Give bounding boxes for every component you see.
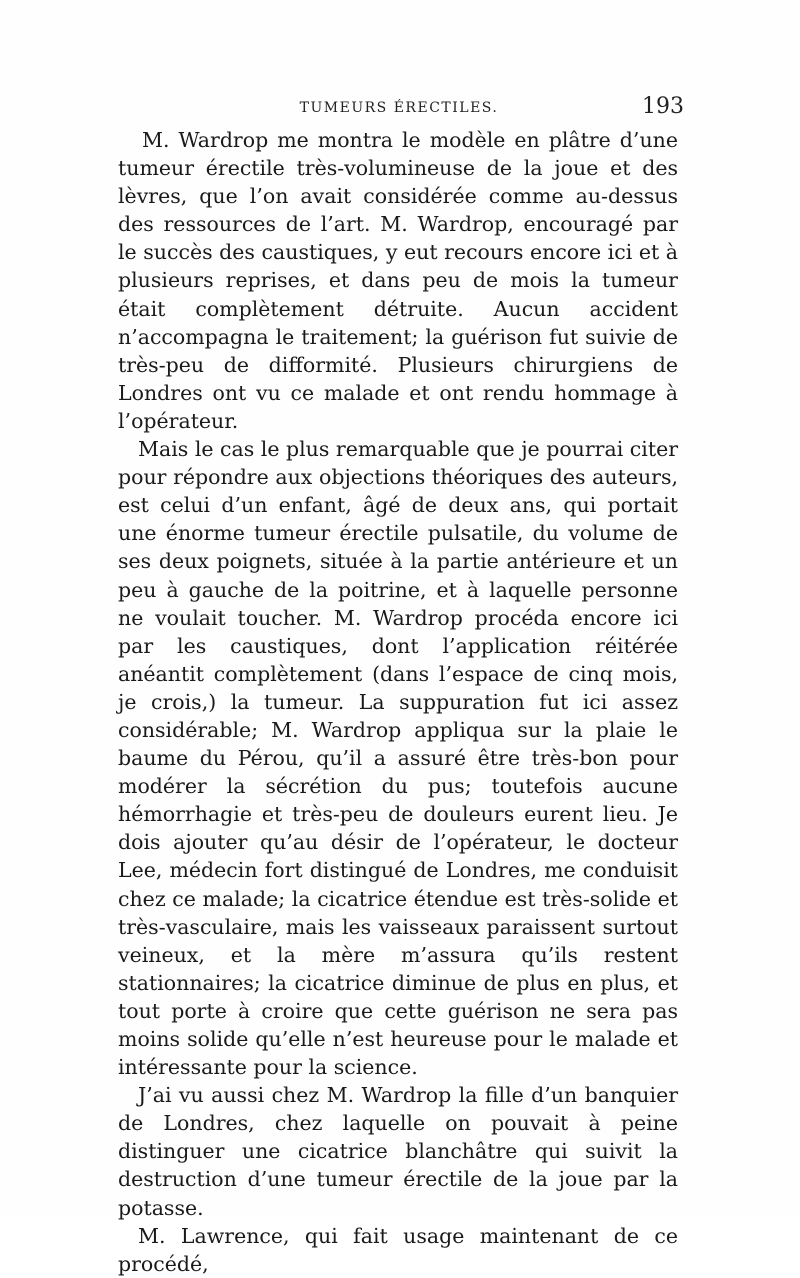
- running-title: TUMEURS ÉRECTILES.: [299, 100, 499, 116]
- text-body: [118, 126, 678, 1278]
- page-number: 193: [642, 94, 684, 119]
- paragraph: M. Wardrop me montra le modèle en plâtre d’une tumeur érectile très-volumineuse de la joue et des lèvres, que l’on avait considérée comme au-dessus des ressources de l’art. M. Wardrop, encouragé par le succès des caustiques, y eut recours encore ici et à plusieurs reprises, et dans peu de mois la tumeur était complètement détruite. Aucun accident n’accompagna le traitement; la guérison fut suivie de très-peu de difformité. Plusieurs chirurgiens de Londres ont vu ce malade et ont rendu hommage à l’opérateur.: [118, 128, 678, 433]
- running-head: [118, 94, 684, 126]
- paragraph: J’ai vu aussi chez M. Wardrop la fille d’un banquier de Londres, chez laquelle on pouvait à peine distinguer une cicatrice blanchâtre qui suivit la destruction d’une tumeur érectile de la joue par la potasse.: [118, 1083, 678, 1220]
- paragraph: Mais le cas le plus remarquable que je pourrai citer pour répondre aux objections théoriques des auteurs, est celui d’un enfant, âgé de deux ans, qui portait une énorme tumeur érectile pulsatile, du volume de ses deux poignets, située à la partie antérieure et un peu à gauche de la poitrine, et à laquelle personne ne voulait toucher. M. Wardrop procéda encore ici par les caustiques, dont l’application réitérée anéantit complètement (dans l’espace de cinq mois, je crois,) la tumeur. La suppuration fut ici assez considérable; M. Wardrop appliqua sur la plaie le baume du Pérou, qu’il a assuré être très-bon pour modérer la sécrétion du pus; toutefois aucune hémorrhagie et très-peu de douleurs eurent lieu. Je dois ajouter qu’au désir de l’opérateur, le docteur Lee, médecin fort distingué de Londres, me conduisit chez ce malade; la cicatrice étendue est très-solide et très-vasculaire, mais les vaisseaux paraissent surtout veineux, et la mère m’assura qu’ils restent stationnaires; la cicatrice diminue de plus en plus, et tout porte à croire que cette guérison ne sera pas moins solide qu’elle n’est heureuse pour le malade et intéressante pour la science.: [118, 437, 678, 1080]
- paragraph: M. Lawrence, qui fait usage maintenant de ce procédé,: [118, 1223, 678, 1276]
